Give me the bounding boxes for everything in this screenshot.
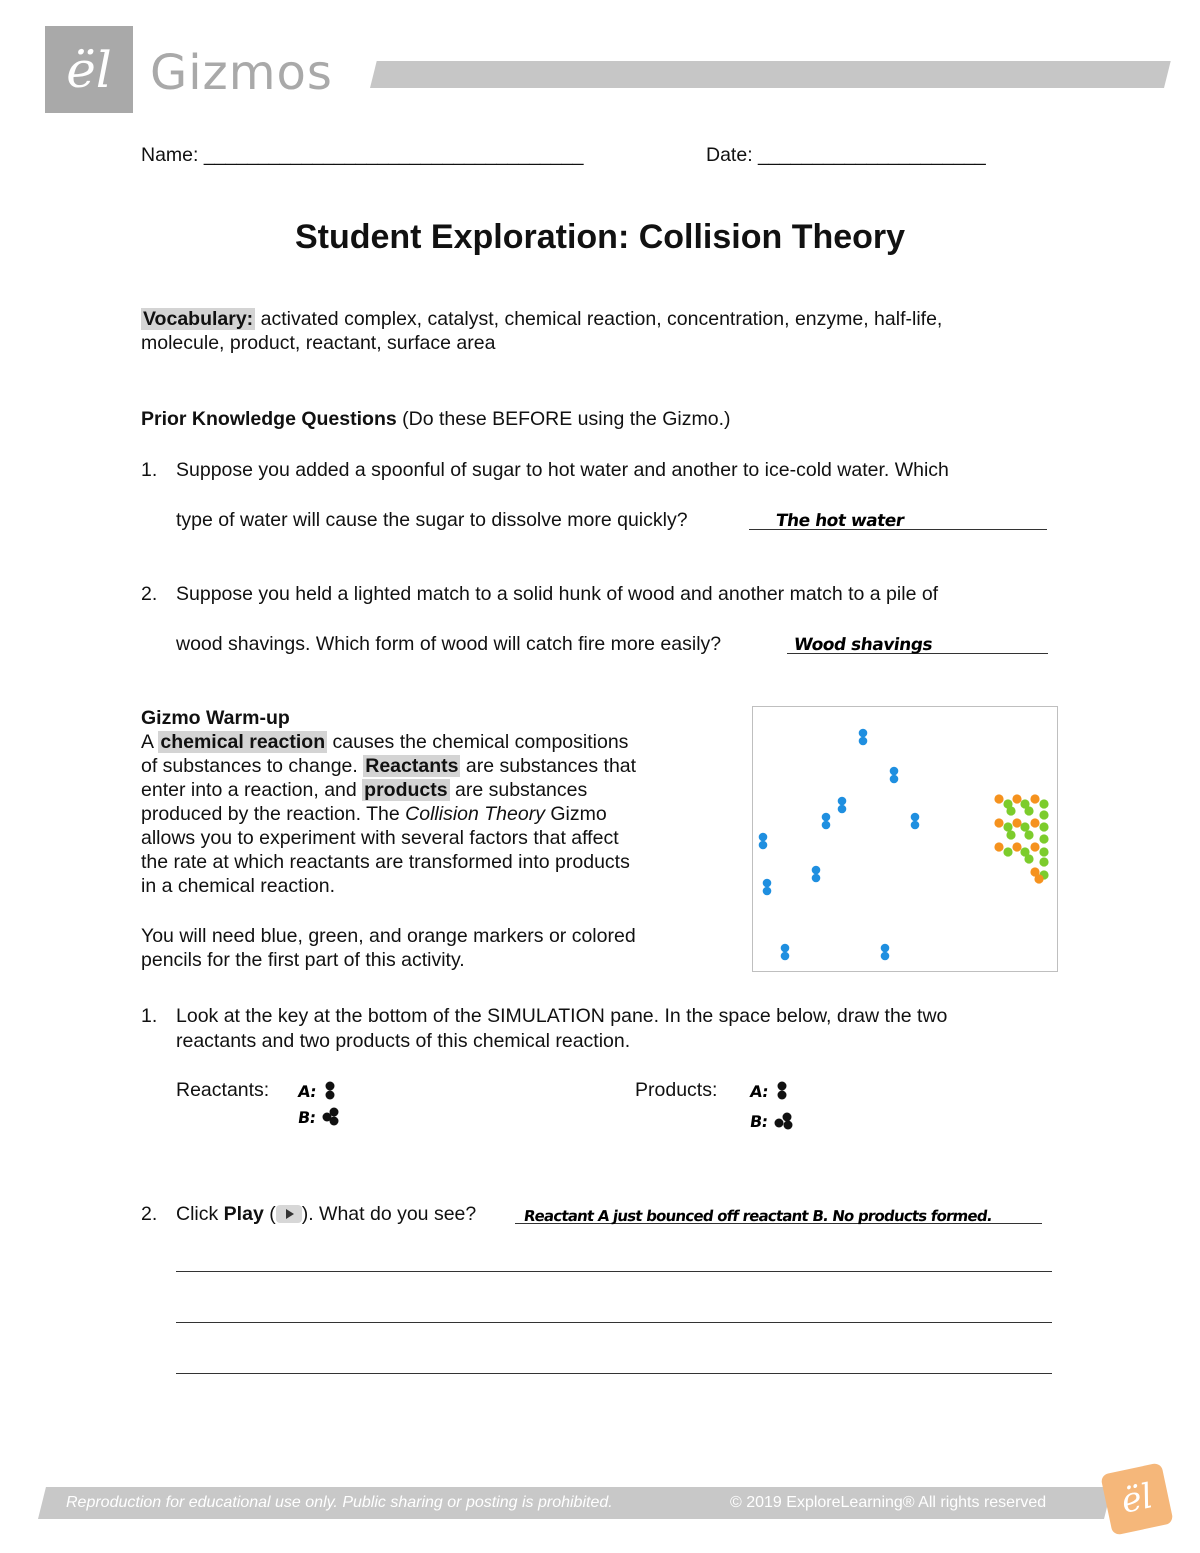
header-bar	[370, 61, 1171, 88]
page-title: Student Exploration: Collision Theory	[294, 218, 906, 256]
green-atom	[1006, 806, 1015, 815]
play-icon	[276, 1205, 302, 1223]
blue-molecule-atom	[781, 952, 790, 961]
gizmos-logo-icon: ël	[45, 26, 133, 113]
product-a-drawing: A:	[750, 1080, 790, 1103]
prior-heading-note: (Do these BEFORE using the Gizmo.)	[396, 408, 731, 430]
vocabulary-terms-line2: molecule, product, reactant, surface area	[141, 332, 496, 354]
activity-q1-line2: reactants and two products of this chemical reaction.	[176, 1030, 631, 1052]
green-atom	[1003, 822, 1012, 831]
blue-molecule-atom	[763, 887, 772, 896]
green-atom	[1039, 857, 1048, 866]
blue-molecule-atom	[838, 805, 847, 814]
answer-line-2[interactable]	[176, 1322, 1052, 1323]
q2-paren: (	[263, 1203, 276, 1225]
warmup-text: the rate at which reactants are transformed into products	[141, 851, 630, 873]
prior-heading-text: Prior Knowledge Questions	[141, 408, 397, 430]
warmup-text: allows you to experiment with several factors that affect	[141, 827, 619, 849]
footer-copyright: © 2019 ExploreLearning® All rights reserved	[730, 1494, 1047, 1511]
product-b-molecule-icon	[773, 1111, 795, 1131]
reactants-label: Reactants:	[176, 1079, 270, 1101]
activity-q2-prompt	[176, 1202, 476, 1226]
vocabulary-terms-line1: activated complex, catalyst, chemical reaction, concentration, enzyme, half-life,	[255, 308, 943, 330]
blue-molecule-atom	[881, 944, 890, 953]
blue-molecule-atom	[911, 821, 920, 830]
activity-q2-answer: Reactant A just bounced off reactant B. No products formed.	[522, 1207, 994, 1225]
activity-q1-line1: Look at the key at the bottom of the SIMULATION pane. In the space below, draw the two	[176, 1005, 948, 1027]
orange-atom	[1012, 842, 1021, 851]
blue-molecule-atom	[838, 797, 847, 806]
green-atom	[1024, 830, 1033, 839]
product-a-molecule-icon	[774, 1081, 790, 1101]
warmup-text: Gizmo	[544, 803, 607, 825]
warmup-text: in a chemical reaction.	[141, 875, 336, 897]
activity-q2-number: 2.	[141, 1203, 158, 1225]
prior-q2-number: 2.	[141, 583, 158, 605]
green-atom	[1039, 847, 1048, 856]
date-field-label: Date: _____________________	[706, 144, 986, 166]
blue-molecule-atom	[890, 767, 899, 776]
name-field-label: Name: ___________________________________	[141, 144, 584, 166]
prior-q1-line1: Suppose you added a spoonful of sugar to hot water and another to ice-cold water. Which	[176, 459, 949, 481]
green-atom	[1006, 830, 1015, 839]
reactant-b-molecule-icon	[321, 1107, 341, 1127]
blue-molecule-atom	[911, 813, 920, 822]
prior-q2-line2: wood shavings. Which form of wood will catch fire more easily?	[176, 633, 722, 655]
green-atom	[1039, 799, 1048, 808]
warmup-heading: Gizmo Warm-up	[141, 707, 290, 729]
orange-atom	[1030, 818, 1039, 827]
warmup-text: enter into a reaction, and	[141, 779, 363, 801]
products-label: Products:	[635, 1079, 718, 1101]
reactant-a-drawing: A:	[298, 1080, 338, 1103]
green-atom	[1003, 847, 1012, 856]
blue-molecule-atom	[759, 833, 768, 842]
blue-molecule-atom	[763, 879, 772, 888]
prior-knowledge-heading	[141, 407, 731, 431]
orange-atom	[994, 842, 1003, 851]
green-atom	[1020, 822, 1029, 831]
blue-molecule-atom	[812, 874, 821, 883]
explorelearning-logo-icon: ël	[1100, 1462, 1174, 1536]
product-b-drawing: B:	[750, 1110, 795, 1133]
orange-atom	[1034, 874, 1043, 883]
blue-molecule-atom	[881, 952, 890, 961]
prior-q2-line1: Suppose you held a lighted match to a solid hunk of wood and another match to a pile of	[176, 583, 939, 605]
term-products: products	[364, 779, 448, 801]
warmup-text: A	[141, 731, 159, 753]
warmup-text: You will need blue, green, and orange markers or colored	[141, 925, 636, 947]
warmup-text: are substances	[449, 779, 588, 801]
gizmo-name: Collision Theory	[405, 803, 545, 825]
q2-rest-text: ). What do you see?	[301, 1203, 477, 1225]
green-atom	[1024, 806, 1033, 815]
blue-molecule-atom	[822, 813, 831, 822]
blue-molecule-atom	[759, 841, 768, 850]
prior-q2-answer: Wood shavings	[792, 635, 934, 655]
warmup-text: are substances that	[460, 755, 637, 777]
orange-atom	[994, 794, 1003, 803]
blue-molecule-atom	[859, 729, 868, 738]
q2-click-text: Click	[176, 1203, 224, 1225]
warmup-text: of substances to change.	[141, 755, 364, 777]
orange-atom	[994, 818, 1003, 827]
warmup-text: causes the chemical compositions	[327, 731, 629, 753]
answer-line-1[interactable]	[176, 1271, 1052, 1272]
blue-molecule-atom	[812, 866, 821, 875]
brand-name: Gizmos	[150, 45, 333, 101]
simulation-screenshot	[752, 706, 1058, 972]
vocabulary-label: Vocabulary:	[143, 308, 254, 330]
vocabulary-section	[141, 307, 1061, 355]
warmup-section	[141, 706, 721, 972]
warmup-text: produced by the reaction. The	[141, 803, 406, 825]
orange-atom	[1030, 794, 1039, 803]
prior-q1-number: 1.	[141, 459, 158, 481]
orange-atom	[1012, 818, 1021, 827]
prior-q1-answer: The hot water	[774, 511, 906, 531]
green-atom	[1039, 834, 1048, 843]
blue-molecule-atom	[822, 821, 831, 830]
green-atom	[1024, 854, 1033, 863]
simulation-molecules	[753, 707, 1057, 971]
warmup-text: pencils for the first part of this activity.	[141, 949, 465, 971]
activity-q1-number: 1.	[141, 1005, 158, 1027]
footer-notice: Reproduction for educational use only. Public sharing or posting is prohibited.	[66, 1494, 613, 1511]
orange-atom	[1030, 842, 1039, 851]
blue-molecule-atom	[859, 737, 868, 746]
green-atom	[1039, 822, 1048, 831]
blue-molecule-atom	[890, 775, 899, 784]
reactant-a-molecule-icon	[322, 1081, 338, 1101]
q2-play-label: Play	[223, 1203, 264, 1225]
answer-line-3[interactable]	[176, 1373, 1052, 1374]
term-reactants: Reactants	[365, 755, 459, 777]
term-chemical-reaction: chemical reaction	[160, 731, 326, 753]
prior-q1-line2: type of water will cause the sugar to dissolve more quickly?	[176, 509, 688, 531]
orange-atom	[1012, 794, 1021, 803]
green-atom	[1039, 810, 1048, 819]
blue-molecule-atom	[781, 944, 790, 953]
reactant-b-drawing: B:	[298, 1106, 341, 1129]
